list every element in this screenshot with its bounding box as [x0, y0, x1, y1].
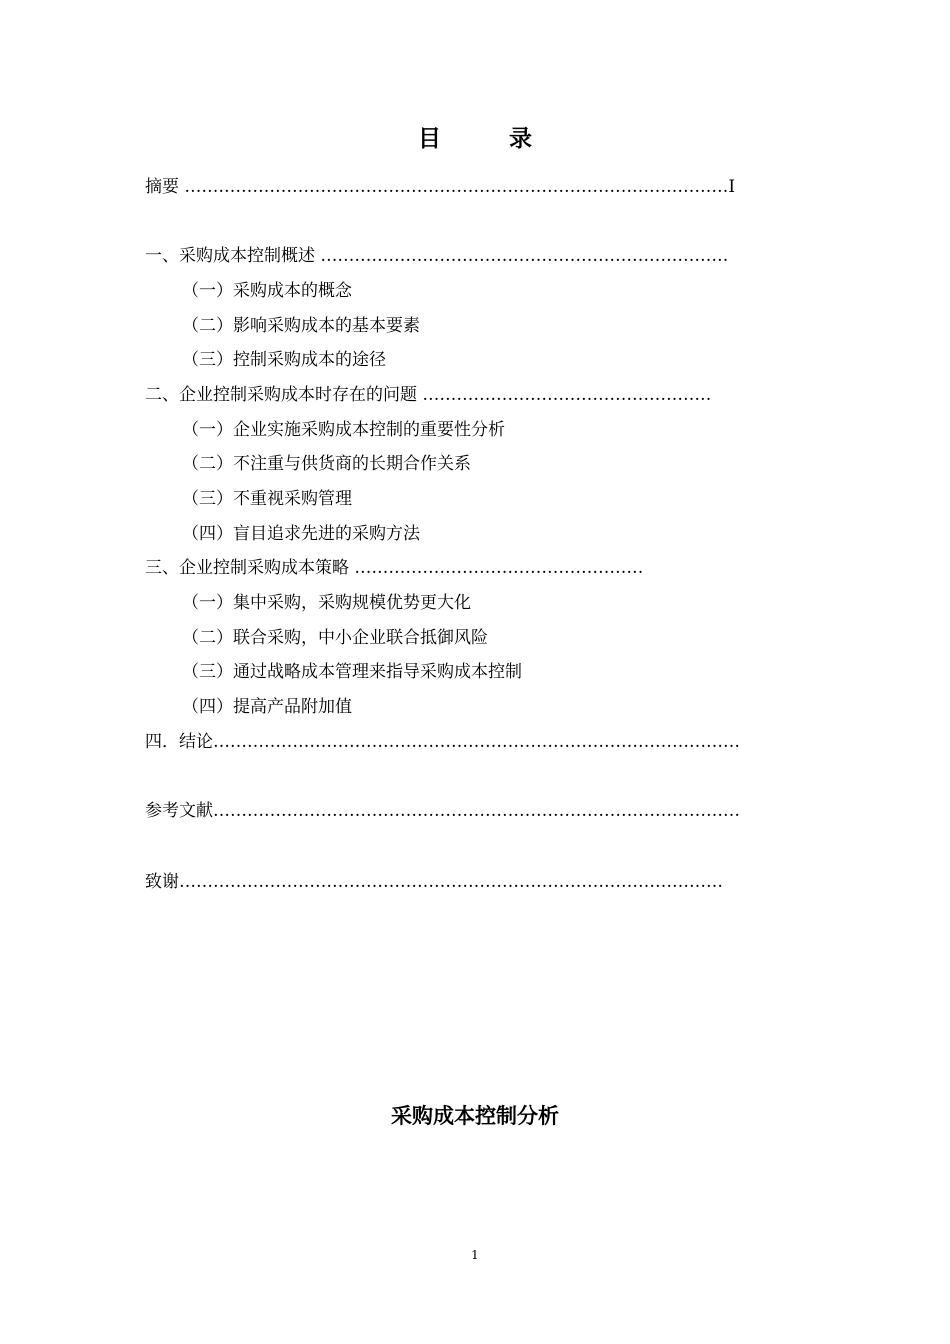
toc-entry-3-2: （二）联合采购，中小企业联合抵御风险 — [182, 628, 488, 648]
toc-entry-3-1: （一）集中采购，采购规模优势更大化 — [182, 593, 471, 613]
toc-entry-1-3: （三）控制采购成本的途径 — [182, 350, 386, 370]
toc-leader-dots: …………………………………………… — [354, 558, 644, 578]
toc-entry-acknowledgements: 致谢…………………………………………………………………………………… — [145, 872, 723, 892]
toc-title: 目 录 — [417, 126, 562, 152]
toc-entry-section-3: 三、企业控制采购成本策略 …………………………………………… — [145, 558, 644, 578]
toc-entry-conclusion: 四．结论………………………………………………………………………………… — [145, 732, 740, 752]
toc-entry-references: 参考文献………………………………………………………………………………… — [145, 801, 740, 821]
toc-entry-3-3: （三）通过战略成本管理来指导采购成本控制 — [182, 662, 522, 682]
toc-entry-1-1: （一）采购成本的概念 — [182, 281, 352, 301]
toc-entry-3-4: （四）提高产品附加值 — [182, 697, 352, 717]
toc-entry-section-1: 一、采购成本控制概述 ……………………………………………………………… — [145, 246, 729, 266]
toc-leader-dots: ………………………………………………………………………………… — [213, 801, 740, 821]
toc-leader-dots: …………………………………………………………………………………… — [184, 177, 729, 197]
toc-entry-section-2: 二、企业控制采购成本时存在的问题 …………………………………………… — [145, 385, 712, 405]
toc-entry-abstract: 摘要 ……………………………………………………………………………………I — [145, 177, 736, 197]
toc-entry-2-2: （二）不注重与供货商的长期合作关系 — [182, 454, 471, 474]
toc-entry-2-3: （三）不重视采购管理 — [182, 489, 352, 509]
toc-leader-dots: ……………………………………………………………… — [320, 246, 729, 266]
document-title: 采购成本控制分析 — [391, 1104, 559, 1128]
toc-leader-dots: ………………………………………………………………………………… — [213, 732, 740, 752]
toc-leader-dots: …………………………………………………………………………………… — [179, 872, 723, 892]
toc-entry-2-1: （一）企业实施采购成本控制的重要性分析 — [182, 420, 505, 440]
toc-entry-2-4: （四）盲目追求先进的采购方法 — [182, 524, 420, 544]
page-number: 1 — [471, 1248, 479, 1262]
toc-leader-dots: …………………………………………… — [422, 385, 712, 405]
toc-page-number: I — [728, 177, 736, 197]
toc-entry-1-2: （二）影响采购成本的基本要素 — [182, 316, 420, 336]
